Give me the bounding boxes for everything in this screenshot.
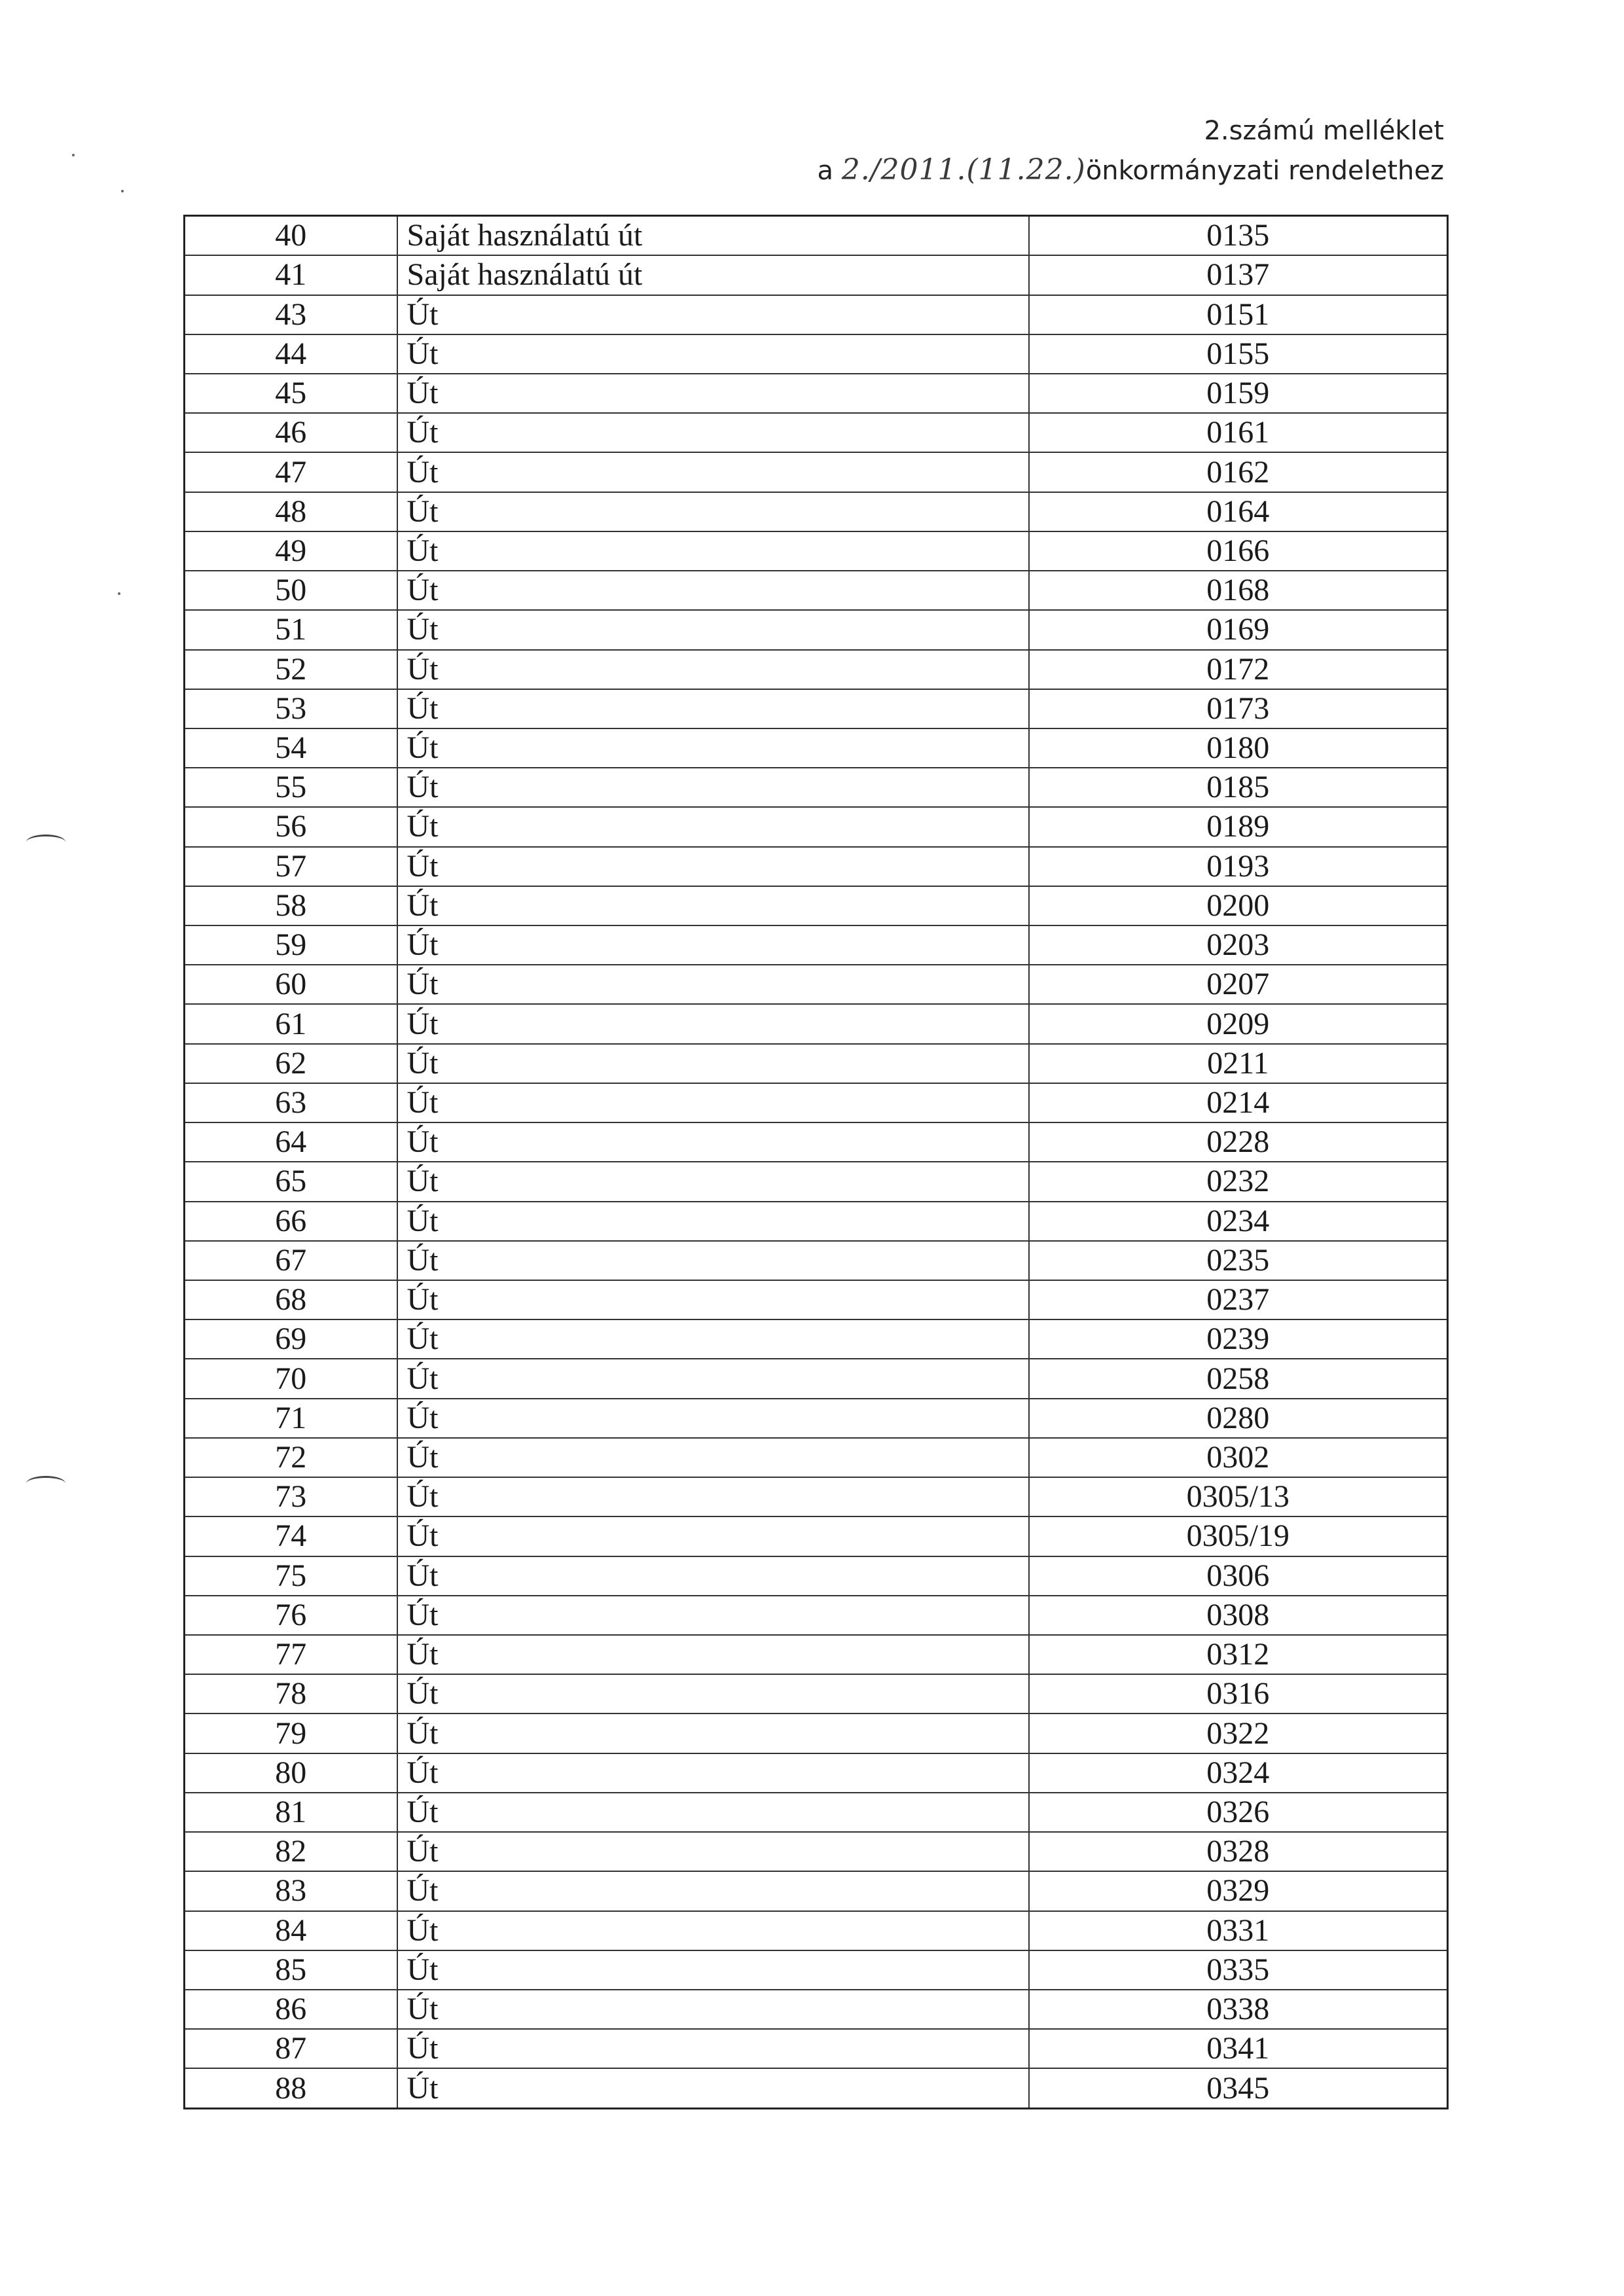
road-type-cell: Út	[397, 1516, 1029, 1556]
row-number-cell: 75	[185, 1556, 397, 1596]
row-number-cell: 41	[185, 255, 397, 295]
row-number-cell: 80	[185, 1753, 397, 1793]
row-number-cell: 62	[185, 1044, 397, 1083]
road-type-cell: Út	[397, 650, 1029, 689]
road-type-cell: Út	[397, 1911, 1029, 1950]
road-type-cell: Út	[397, 374, 1029, 413]
parcel-number-cell: 0338	[1029, 1990, 1448, 2029]
parcel-number-cell: 0211	[1029, 1044, 1448, 1083]
table-row	[185, 1319, 1448, 1359]
row-number-cell: 88	[185, 2068, 397, 2108]
table-row	[185, 1280, 1448, 1319]
road-type-cell: Út	[397, 295, 1029, 334]
row-number-cell: 85	[185, 1950, 397, 1990]
row-number-cell: 40	[185, 216, 397, 256]
table-row	[185, 1202, 1448, 1241]
row-number-cell: 73	[185, 1477, 397, 1516]
parcel-number-cell: 0305/19	[1029, 1516, 1448, 1556]
table-row	[185, 1753, 1448, 1793]
row-number-cell: 77	[185, 1635, 397, 1674]
parcel-number-cell: 0305/13	[1029, 1477, 1448, 1516]
parcel-number-cell: 0203	[1029, 925, 1448, 965]
parcel-number-cell: 0207	[1029, 965, 1448, 1004]
table-row	[185, 1241, 1448, 1280]
road-type-cell: Út	[397, 1832, 1029, 1871]
row-number-cell: 65	[185, 1162, 397, 1201]
row-number-cell: 72	[185, 1438, 397, 1477]
row-number-cell: 53	[185, 689, 397, 728]
row-number-cell: 61	[185, 1004, 397, 1043]
road-type-cell: Út	[397, 1122, 1029, 1162]
table-row	[185, 1911, 1448, 1950]
row-number-cell: 69	[185, 1319, 397, 1359]
document-header	[818, 111, 1444, 190]
parcel-number-cell: 0312	[1029, 1635, 1448, 1674]
parcel-number-cell: 0306	[1029, 1556, 1448, 1596]
table-row	[185, 1950, 1448, 1990]
parcel-number-cell: 0280	[1029, 1399, 1448, 1438]
road-type-cell: Út	[397, 1280, 1029, 1319]
road-type-cell: Út	[397, 728, 1029, 768]
parcel-number-cell: 0162	[1029, 452, 1448, 492]
parcel-number-cell: 0166	[1029, 531, 1448, 571]
row-number-cell: 54	[185, 728, 397, 768]
row-number-cell: 84	[185, 1911, 397, 1950]
row-number-cell: 52	[185, 650, 397, 689]
road-type-cell: Út	[397, 571, 1029, 610]
row-number-cell: 71	[185, 1399, 397, 1438]
table-row	[185, 1162, 1448, 1201]
parcel-number-cell: 0228	[1029, 1122, 1448, 1162]
row-number-cell: 50	[185, 571, 397, 610]
punch-mark-bottom	[26, 1476, 65, 1491]
decree-reference	[818, 151, 1444, 190]
row-number-cell: 51	[185, 610, 397, 649]
row-number-cell: 57	[185, 847, 397, 886]
road-type-cell: Út	[397, 1753, 1029, 1793]
row-number-cell: 55	[185, 768, 397, 807]
table-row	[185, 1635, 1448, 1674]
table-row	[185, 2068, 1448, 2108]
road-type-cell: Út	[397, 1556, 1029, 1596]
table-row	[185, 1674, 1448, 1713]
table-row	[185, 1122, 1448, 1162]
table-row	[185, 571, 1448, 610]
row-number-cell: 44	[185, 334, 397, 374]
road-type-cell: Út	[397, 965, 1029, 1004]
parcel-number-cell: 0193	[1029, 847, 1448, 886]
table-row	[185, 216, 1448, 256]
parcel-number-cell: 0172	[1029, 650, 1448, 689]
road-type-cell: Út	[397, 1438, 1029, 1477]
road-type-cell: Út	[397, 2029, 1029, 2068]
table-row	[185, 1359, 1448, 1398]
row-number-cell: 78	[185, 1674, 397, 1713]
road-type-cell: Út	[397, 1162, 1029, 1201]
parcel-number-cell: 0135	[1029, 216, 1448, 256]
road-parcel-table	[183, 215, 1449, 2109]
parcel-number-cell: 0209	[1029, 1004, 1448, 1043]
row-number-cell: 68	[185, 1280, 397, 1319]
parcel-number-cell: 0164	[1029, 492, 1448, 531]
row-number-cell: 43	[185, 295, 397, 334]
row-number-cell: 60	[185, 965, 397, 1004]
row-number-cell: 46	[185, 413, 397, 452]
road-type-cell: Út	[397, 1241, 1029, 1280]
parcel-number-cell: 0180	[1029, 728, 1448, 768]
road-type-cell: Út	[397, 768, 1029, 807]
row-number-cell: 48	[185, 492, 397, 531]
road-type-cell: Út	[397, 413, 1029, 452]
table-row	[185, 452, 1448, 492]
road-type-cell: Út	[397, 1004, 1029, 1043]
parcel-number-cell: 0159	[1029, 374, 1448, 413]
road-type-cell: Út	[397, 1635, 1029, 1674]
parcel-number-cell: 0137	[1029, 255, 1448, 295]
parcel-number-cell: 0335	[1029, 1950, 1448, 1990]
parcel-number-cell: 0161	[1029, 413, 1448, 452]
row-number-cell: 63	[185, 1083, 397, 1122]
table-row	[185, 1004, 1448, 1043]
road-type-cell: Út	[397, 1596, 1029, 1635]
row-number-cell: 58	[185, 886, 397, 925]
row-number-cell: 47	[185, 452, 397, 492]
table-row	[185, 1516, 1448, 1556]
row-number-cell: 83	[185, 1871, 397, 1910]
table-row	[185, 2029, 1448, 2068]
table-row	[185, 1044, 1448, 1083]
annex-title: 2.számú melléklet	[1204, 116, 1444, 146]
table-row	[185, 847, 1448, 886]
table-row	[185, 1990, 1448, 2029]
parcel-number-cell: 0235	[1029, 1241, 1448, 1280]
table-row	[185, 1596, 1448, 1635]
row-number-cell: 64	[185, 1122, 397, 1162]
table-row	[185, 610, 1448, 649]
parcel-number-cell: 0168	[1029, 571, 1448, 610]
road-type-cell: Út	[397, 1674, 1029, 1713]
parcel-number-cell: 0169	[1029, 610, 1448, 649]
road-type-cell: Út	[397, 531, 1029, 571]
road-type-cell: Út	[397, 1871, 1029, 1910]
road-type-cell: Út	[397, 1950, 1029, 1990]
table-row	[185, 531, 1448, 571]
table-row	[185, 1083, 1448, 1122]
parcel-number-cell: 0329	[1029, 1871, 1448, 1910]
row-number-cell: 56	[185, 807, 397, 846]
road-type-cell: Út	[397, 452, 1029, 492]
parcel-number-cell: 0316	[1029, 1674, 1448, 1713]
handwritten-decree-number: 2./2011.(11.22.)	[841, 153, 1086, 187]
parcel-number-cell: 0322	[1029, 1713, 1448, 1753]
road-type-cell: Út	[397, 610, 1029, 649]
table-row	[185, 1399, 1448, 1438]
table-row	[185, 728, 1448, 768]
road-type-cell: Út	[397, 334, 1029, 374]
punch-mark-top	[26, 834, 65, 850]
table-row	[185, 689, 1448, 728]
road-type-cell: Út	[397, 1083, 1029, 1122]
row-number-cell: 59	[185, 925, 397, 965]
table-row	[185, 807, 1448, 846]
row-number-cell: 86	[185, 1990, 397, 2029]
road-type-cell: Saját használatú út	[397, 255, 1029, 295]
road-type-cell: Út	[397, 1044, 1029, 1083]
table-row	[185, 886, 1448, 925]
parcel-number-cell: 0214	[1029, 1083, 1448, 1122]
parcel-number-cell: 0302	[1029, 1438, 1448, 1477]
road-type-cell: Út	[397, 886, 1029, 925]
parcel-number-cell: 0345	[1029, 2068, 1448, 2108]
table-row	[185, 413, 1448, 452]
parcel-number-cell: 0326	[1029, 1793, 1448, 1832]
parcel-number-cell: 0151	[1029, 295, 1448, 334]
table-row	[185, 1556, 1448, 1596]
table-row	[185, 1477, 1448, 1516]
table-body	[185, 216, 1448, 2109]
parcel-number-cell: 0341	[1029, 2029, 1448, 2068]
road-type-cell: Út	[397, 1713, 1029, 1753]
table-row	[185, 1793, 1448, 1832]
parcel-number-cell: 0232	[1029, 1162, 1448, 1201]
table-row	[185, 255, 1448, 295]
row-number-cell: 79	[185, 1713, 397, 1753]
table-row	[185, 492, 1448, 531]
table-row	[185, 768, 1448, 807]
road-type-cell: Út	[397, 1477, 1029, 1516]
table-row	[185, 295, 1448, 334]
table-row	[185, 1832, 1448, 1871]
road-type-cell: Út	[397, 925, 1029, 965]
road-type-cell: Út	[397, 847, 1029, 886]
road-type-cell: Út	[397, 689, 1029, 728]
scan-speck	[72, 154, 75, 156]
parcel-number-cell: 0324	[1029, 1753, 1448, 1793]
row-number-cell: 66	[185, 1202, 397, 1241]
parcel-number-cell: 0173	[1029, 689, 1448, 728]
road-type-cell: Út	[397, 1399, 1029, 1438]
parcel-number-cell: 0239	[1029, 1319, 1448, 1359]
table-row	[185, 650, 1448, 689]
row-number-cell: 81	[185, 1793, 397, 1832]
road-type-cell: Út	[397, 807, 1029, 846]
table-row	[185, 374, 1448, 413]
parcel-number-cell: 0237	[1029, 1280, 1448, 1319]
decree-prefix: a	[817, 156, 834, 186]
row-number-cell: 82	[185, 1832, 397, 1871]
row-number-cell: 49	[185, 531, 397, 571]
row-number-cell: 70	[185, 1359, 397, 1398]
row-number-cell: 87	[185, 2029, 397, 2068]
scan-speck	[121, 190, 124, 192]
road-type-cell: Út	[397, 492, 1029, 531]
table-row	[185, 334, 1448, 374]
table-row	[185, 965, 1448, 1004]
row-number-cell: 45	[185, 374, 397, 413]
table-row	[185, 1438, 1448, 1477]
parcel-number-cell: 0189	[1029, 807, 1448, 846]
road-type-cell: Út	[397, 1319, 1029, 1359]
table-row	[185, 1871, 1448, 1910]
row-number-cell: 76	[185, 1596, 397, 1635]
table-row	[185, 1713, 1448, 1753]
parcel-number-cell: 0155	[1029, 334, 1448, 374]
table-row	[185, 925, 1448, 965]
road-type-cell: Út	[397, 1990, 1029, 2029]
parcel-number-cell: 0258	[1029, 1359, 1448, 1398]
row-number-cell: 74	[185, 1516, 397, 1556]
scan-speck	[118, 592, 120, 595]
road-parcel-table-wrapper	[183, 215, 1447, 2109]
decree-suffix: önkormányzati rendelethez	[1085, 156, 1444, 186]
road-type-cell: Saját használatú út	[397, 216, 1029, 256]
row-number-cell: 67	[185, 1241, 397, 1280]
road-type-cell: Út	[397, 1793, 1029, 1832]
road-type-cell: Út	[397, 1202, 1029, 1241]
parcel-number-cell: 0308	[1029, 1596, 1448, 1635]
road-type-cell: Út	[397, 2068, 1029, 2108]
parcel-number-cell: 0234	[1029, 1202, 1448, 1241]
parcel-number-cell: 0185	[1029, 768, 1448, 807]
road-type-cell: Út	[397, 1359, 1029, 1398]
parcel-number-cell: 0200	[1029, 886, 1448, 925]
parcel-number-cell: 0328	[1029, 1832, 1448, 1871]
parcel-number-cell: 0331	[1029, 1911, 1448, 1950]
